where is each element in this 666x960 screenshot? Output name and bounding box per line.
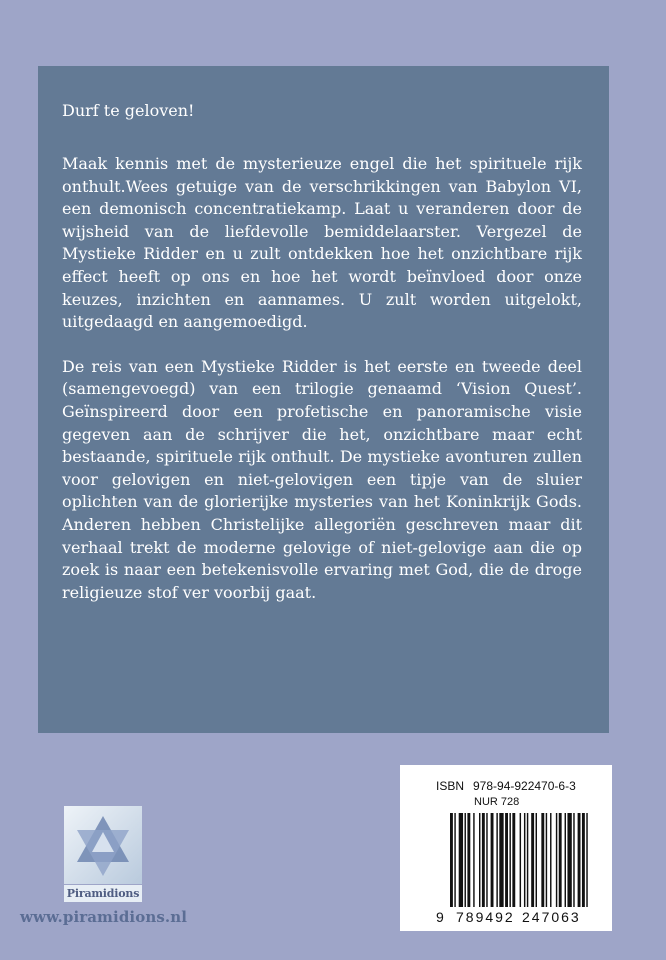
- barcode-bar: [573, 813, 574, 907]
- nur-code: NUR 728: [474, 796, 520, 808]
- barcode-bar: [479, 813, 480, 907]
- barcode-bar: [546, 813, 547, 907]
- publisher-website: www.piramidions.nl: [20, 908, 187, 926]
- barcode-bar: [459, 813, 463, 907]
- barcode-bar: [531, 813, 534, 907]
- barcode-bar: [496, 813, 497, 907]
- barcode-bar: [565, 813, 566, 907]
- isbn-barcode-box: [400, 765, 612, 931]
- barcode-right-digits: 247063: [522, 909, 581, 925]
- blurb-panel: [38, 66, 609, 733]
- barcode-bar: [567, 813, 571, 907]
- barcode-bar: [467, 813, 470, 907]
- barcode-bars: [450, 813, 588, 907]
- barcode-bar: [505, 813, 508, 907]
- barcode-first-digit: 9: [436, 909, 444, 925]
- publisher-logo: [64, 806, 142, 902]
- isbn-number: 978-94-922470-6-3: [473, 779, 576, 793]
- star-of-david-icon: [64, 806, 142, 884]
- blurb-paragraph-2: De reis van een Mystieke Ridder is het eerste en tweede deel (samengevoegd) van een trilogie genaamd ‘Vision Quest’. Geïnspireerd door een profetische en panoramische visie gegeven aan de schrijver die het, onzichtbare maar echt bestaande, spirituele rijk onthult. De mystieke avonturen zullen voor gelovigen en niet-gelovigen een tipje van de sluier oplichten van de glorierijke mysteries van het Koninkrijk Gods. Anderen hebben Christelijke allegoriën geschreven maar dit verhaal trekt de moderne gelovige of niet-gelovige aan die op zoek is naar een betekenisvolle ervaring met God, die de droge religieuze stof ver voorbij gaat.: [62, 356, 582, 602]
- isbn-label: ISBN: [436, 779, 465, 793]
- publisher-name: Piramidions: [64, 885, 142, 902]
- barcode-graphic: [400, 765, 612, 931]
- barcode-bar: [527, 813, 528, 907]
- barcode-bar: [556, 813, 557, 907]
- barcode-left-digits: 789492: [456, 909, 515, 925]
- barcode-bar: [536, 813, 537, 907]
- barcode-bar: [559, 813, 562, 907]
- barcode-bar: [512, 813, 515, 907]
- barcode-bar: [454, 813, 455, 907]
- barcode-bar: [520, 813, 521, 907]
- barcode-bar: [473, 813, 474, 907]
- blurb-paragraph-1: Maak kennis met de mysterieuze engel die het spirituele rijk onthult.Wees getuige van de verschrikkingen van Babylon VI, een demonisch concentratiekamp. Laat u veranderen door de wijsheid van de liefdevolle bemiddelaarster. Vergezel de Mystieke Ridder en u zult ontdekken hoe het onzichtbare rijk effect heeft op ons en hoe het wordt beïnvloed door onze keuzes, inzichten en aannames. U zult worden uitgelokt, uitgedaagd en aangemoedigd.: [62, 154, 582, 332]
- barcode-bar: [578, 813, 581, 907]
- barcode-bar: [465, 813, 466, 907]
- barcode-bar: [541, 813, 544, 907]
- barcode-bar: [524, 813, 525, 907]
- barcode-bar: [550, 813, 551, 907]
- barcode-bar: [482, 813, 485, 907]
- barcode-bar: [509, 813, 510, 907]
- barcode-bar: [450, 813, 453, 907]
- barcode-bar: [582, 813, 585, 907]
- barcode-bar: [499, 813, 503, 907]
- tagline: Durf te geloven!: [62, 101, 195, 120]
- barcode-bar: [486, 813, 487, 907]
- barcode-bar: [491, 813, 494, 907]
- barcode-bar: [586, 813, 587, 907]
